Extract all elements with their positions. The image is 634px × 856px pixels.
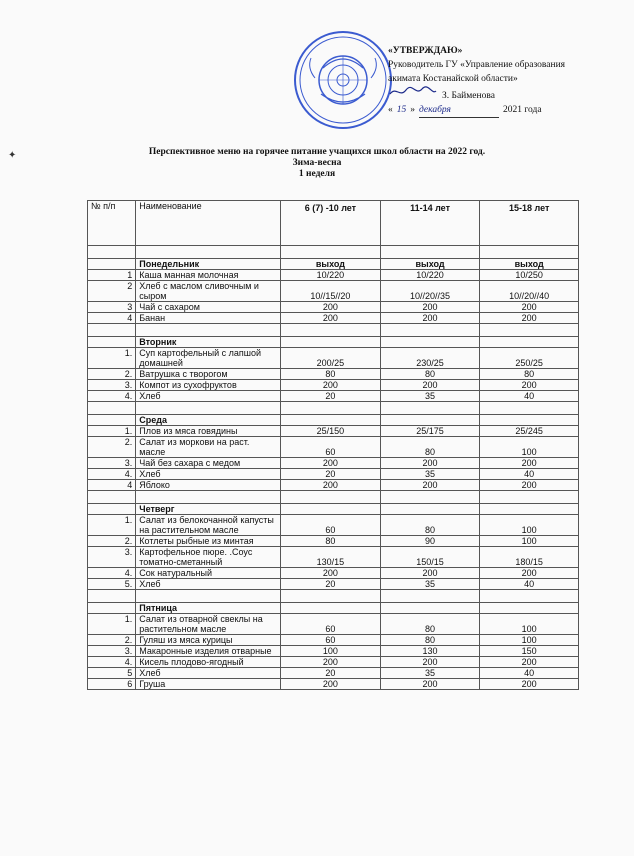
- item-num: 3: [88, 302, 136, 313]
- item-portion-6-10: 20: [281, 469, 381, 480]
- table-header-row: [88, 201, 579, 246]
- item-portion-15-18: 100: [480, 515, 579, 536]
- item-name: Картофельное пюре. .Соус томатно-сметанный: [136, 547, 281, 568]
- item-portion-11-14: 80: [380, 369, 480, 380]
- item-name: Плов из мяса говядины: [136, 426, 281, 437]
- menu-week: 1 неделя: [298, 169, 336, 179]
- item-portion-15-18: 200: [480, 657, 579, 668]
- item-num: 5.: [88, 579, 136, 590]
- spacer-cell: [88, 590, 136, 603]
- item-portion-15-18: 100: [480, 614, 579, 635]
- item-portion-11-14: 200: [380, 380, 480, 391]
- item-num: 3.: [88, 380, 136, 391]
- item-portion-6-10: 10/220: [281, 270, 381, 281]
- spacer-cell: [88, 324, 136, 337]
- item-portion-11-14: 200: [380, 458, 480, 469]
- item-portion-6-10: 80: [281, 536, 381, 547]
- day-output-15-18: [480, 415, 579, 426]
- item-portion-11-14: 80: [380, 635, 480, 646]
- item-portion-11-14: 150/15: [380, 547, 480, 568]
- day-name: Вторник: [136, 337, 281, 348]
- item-name: Яблоко: [136, 480, 281, 491]
- item-name: Хлеб: [136, 579, 281, 590]
- table-row: [88, 458, 579, 469]
- day-row: [88, 504, 579, 515]
- item-num: 2.: [88, 635, 136, 646]
- day-output-11-14: [380, 337, 480, 348]
- spacer-cell: [480, 491, 579, 504]
- table-row: [88, 313, 579, 324]
- spacer-cell: [136, 402, 281, 415]
- item-portion-11-14: 35: [380, 469, 480, 480]
- table-row: [88, 348, 579, 369]
- item-num: 3.: [88, 458, 136, 469]
- spacer-cell: [281, 246, 381, 259]
- item-portion-6-10: 200: [281, 657, 381, 668]
- table-row: [88, 281, 579, 302]
- item-portion-6-10: 25/150: [281, 426, 381, 437]
- item-portion-11-14: 200: [380, 302, 480, 313]
- item-portion-11-14: 200: [380, 657, 480, 668]
- spacer-row: [88, 246, 579, 259]
- day-name: Среда: [136, 415, 281, 426]
- table-row: [88, 426, 579, 437]
- item-num: 4: [88, 480, 136, 491]
- item-num: 3.: [88, 547, 136, 568]
- approval-line2: акимата Костанайской области»: [388, 74, 518, 84]
- item-name: Ватрушка с творогом: [136, 369, 281, 380]
- item-portion-11-14: 80: [380, 515, 480, 536]
- item-name: Котлеты рыбные из минтая: [136, 536, 281, 547]
- item-portion-11-14: 130: [380, 646, 480, 657]
- item-portion-6-10: 20: [281, 579, 381, 590]
- item-num: 2: [88, 281, 136, 302]
- item-portion-6-10: 200: [281, 458, 381, 469]
- day-output-6-10: [281, 603, 381, 614]
- item-num: 6: [88, 679, 136, 690]
- item-portion-6-10: 100: [281, 646, 381, 657]
- item-portion-15-18: 200: [480, 380, 579, 391]
- spacer-cell: [480, 590, 579, 603]
- table-row: [88, 579, 579, 590]
- approval-block: [388, 44, 628, 118]
- item-portion-11-14: 25/175: [380, 426, 480, 437]
- spacer-row: [88, 491, 579, 504]
- approval-date: [388, 103, 628, 118]
- item-name: Хлеб: [136, 391, 281, 402]
- spacer-row: [88, 324, 579, 337]
- item-name: Хлеб с маслом сливочным и сыром: [136, 281, 281, 302]
- day-num-cell: [88, 337, 136, 348]
- item-portion-6-10: 60: [281, 614, 381, 635]
- item-name: Кисель плодово-ягодный: [136, 657, 281, 668]
- item-name: Груша: [136, 679, 281, 690]
- spacer-cell: [281, 324, 381, 337]
- spacer-cell: [136, 491, 281, 504]
- scan-mark: ✦: [8, 150, 17, 161]
- item-num: 2.: [88, 369, 136, 380]
- item-portion-11-14: 200: [380, 679, 480, 690]
- date-open: «: [388, 105, 393, 115]
- item-num: 1.: [88, 426, 136, 437]
- spacer-row: [88, 402, 579, 415]
- item-portion-15-18: 10/250: [480, 270, 579, 281]
- item-portion-6-10: 80: [281, 369, 381, 380]
- table-row: [88, 270, 579, 281]
- menu-season: Зима-весна: [292, 158, 342, 168]
- table-row: [88, 369, 579, 380]
- item-num: 4.: [88, 469, 136, 480]
- item-portion-11-14: 35: [380, 668, 480, 679]
- day-row: [88, 259, 579, 270]
- day-output-11-14: выход: [380, 259, 480, 270]
- item-portion-11-14: 35: [380, 579, 480, 590]
- item-portion-15-18: 200: [480, 679, 579, 690]
- item-name: Хлеб: [136, 668, 281, 679]
- item-name: Чай без сахара с медом: [136, 458, 281, 469]
- item-name: Каша манная молочная: [136, 270, 281, 281]
- item-name: Чай с сахаром: [136, 302, 281, 313]
- spacer-cell: [281, 402, 381, 415]
- item-portion-15-18: 200: [480, 313, 579, 324]
- signature: [388, 86, 438, 98]
- item-name: Салат из отварной свеклы на растительном масле: [136, 614, 281, 635]
- item-num: 1.: [88, 515, 136, 536]
- item-portion-15-18: 40: [480, 391, 579, 402]
- item-name: Салат из моркови на раст. масле: [136, 437, 281, 458]
- menu-table: [87, 200, 579, 690]
- day-output-11-14: [380, 504, 480, 515]
- item-num: 3.: [88, 646, 136, 657]
- item-name: Суп картофельный с лапшой домашней: [136, 348, 281, 369]
- spacer-cell: [380, 491, 480, 504]
- item-portion-15-18: 200: [480, 302, 579, 313]
- item-portion-6-10: 200: [281, 480, 381, 491]
- item-portion-6-10: 200: [281, 313, 381, 324]
- day-output-15-18: [480, 603, 579, 614]
- approval-title: «УТВЕРЖДАЮ»: [388, 46, 463, 56]
- item-portion-6-10: 200: [281, 302, 381, 313]
- spacer-cell: [281, 491, 381, 504]
- approval-signer: З. Байменова: [442, 91, 495, 101]
- day-output-15-18: выход: [480, 259, 579, 270]
- day-row: [88, 415, 579, 426]
- table-row: [88, 568, 579, 579]
- day-num-cell: [88, 504, 136, 515]
- date-day: 15: [396, 105, 407, 115]
- day-name: Понедельник: [136, 259, 281, 270]
- item-portion-15-18: 100: [480, 635, 579, 646]
- table-row: [88, 515, 579, 536]
- item-portion-11-14: 35: [380, 391, 480, 402]
- item-num: 1: [88, 270, 136, 281]
- item-portion-11-14: 10//20//35: [380, 281, 480, 302]
- spacer-cell: [88, 246, 136, 259]
- table-row: [88, 536, 579, 547]
- date-year: 2021 года: [503, 105, 542, 115]
- item-portion-15-18: 200: [480, 568, 579, 579]
- item-name: Сок натуральный: [136, 568, 281, 579]
- item-portion-15-18: 40: [480, 469, 579, 480]
- item-portion-6-10: 200/25: [281, 348, 381, 369]
- day-name: Пятница: [136, 603, 281, 614]
- header-age-11-14: 11-14 лет: [380, 201, 480, 246]
- item-portion-15-18: 80: [480, 369, 579, 380]
- table-row: [88, 668, 579, 679]
- item-portion-6-10: 20: [281, 668, 381, 679]
- table-row: [88, 679, 579, 690]
- item-portion-15-18: 150: [480, 646, 579, 657]
- spacer-cell: [480, 402, 579, 415]
- item-portion-6-10: 60: [281, 515, 381, 536]
- spacer-cell: [380, 324, 480, 337]
- item-portion-11-14: 200: [380, 568, 480, 579]
- item-name: Салат из белокочанной капусты на растительном масле: [136, 515, 281, 536]
- item-num: 1.: [88, 348, 136, 369]
- table-row: [88, 480, 579, 491]
- item-num: 1.: [88, 614, 136, 635]
- table-row: [88, 391, 579, 402]
- item-name: Гуляш из мяса курицы: [136, 635, 281, 646]
- spacer-cell: [480, 324, 579, 337]
- day-num-cell: [88, 259, 136, 270]
- day-row: [88, 337, 579, 348]
- item-portion-11-14: 200: [380, 313, 480, 324]
- table-row: [88, 657, 579, 668]
- menu-title: Перспективное меню на горячее питание учащихся школ области на 2022 год.: [148, 147, 486, 157]
- item-num: 4.: [88, 568, 136, 579]
- item-portion-11-14: 230/25: [380, 348, 480, 369]
- day-num-cell: [88, 603, 136, 614]
- day-name: Четверг: [136, 504, 281, 515]
- table-row: [88, 437, 579, 458]
- spacer-cell: [136, 590, 281, 603]
- spacer-cell: [88, 491, 136, 504]
- item-num: 4.: [88, 391, 136, 402]
- day-num-cell: [88, 415, 136, 426]
- item-num: 4.: [88, 657, 136, 668]
- item-name: Макаронные изделия отварные: [136, 646, 281, 657]
- day-row: [88, 603, 579, 614]
- item-portion-11-14: 90: [380, 536, 480, 547]
- item-name: Компот из сухофруктов: [136, 380, 281, 391]
- item-portion-15-18: 40: [480, 668, 579, 679]
- day-output-15-18: [480, 337, 579, 348]
- table-row: [88, 302, 579, 313]
- item-portion-6-10: 10//15//20: [281, 281, 381, 302]
- item-portion-15-18: 180/15: [480, 547, 579, 568]
- item-num: 2.: [88, 437, 136, 458]
- item-name: Хлеб: [136, 469, 281, 480]
- official-seal: [293, 30, 393, 130]
- item-portion-15-18: 250/25: [480, 348, 579, 369]
- approval-line1: Руководитель ГУ «Управление образования: [388, 60, 566, 70]
- item-portion-15-18: 200: [480, 480, 579, 491]
- item-portion-6-10: 200: [281, 568, 381, 579]
- item-portion-15-18: 25/245: [480, 426, 579, 437]
- day-output-11-14: [380, 415, 480, 426]
- table-row: [88, 547, 579, 568]
- spacer-cell: [380, 246, 480, 259]
- date-close: »: [410, 105, 415, 115]
- table-row: [88, 380, 579, 391]
- item-num: 2.: [88, 536, 136, 547]
- item-portion-6-10: 200: [281, 380, 381, 391]
- item-name: Банан: [136, 313, 281, 324]
- header-age-15-18: 15-18 лет: [480, 201, 579, 246]
- day-output-6-10: выход: [281, 259, 381, 270]
- day-output-6-10: [281, 415, 381, 426]
- item-num: 5: [88, 668, 136, 679]
- item-portion-15-18: 10//20//40: [480, 281, 579, 302]
- table-row: [88, 635, 579, 646]
- header-num: № п/п: [88, 201, 136, 246]
- item-portion-15-18: 200: [480, 458, 579, 469]
- day-output-15-18: [480, 504, 579, 515]
- spacer-cell: [380, 402, 480, 415]
- item-portion-6-10: 130/15: [281, 547, 381, 568]
- day-output-6-10: [281, 504, 381, 515]
- date-month: декабря: [419, 103, 499, 118]
- item-portion-15-18: 100: [480, 437, 579, 458]
- item-portion-11-14: 80: [380, 437, 480, 458]
- spacer-cell: [480, 246, 579, 259]
- spacer-cell: [88, 402, 136, 415]
- item-portion-15-18: 40: [480, 579, 579, 590]
- item-portion-6-10: 60: [281, 635, 381, 646]
- header-name: Наименование: [136, 201, 281, 246]
- item-portion-11-14: 200: [380, 480, 480, 491]
- table-row: [88, 614, 579, 635]
- item-portion-11-14: 80: [380, 614, 480, 635]
- item-portion-6-10: 20: [281, 391, 381, 402]
- spacer-cell: [380, 590, 480, 603]
- item-portion-6-10: 60: [281, 437, 381, 458]
- item-portion-11-14: 10/220: [380, 270, 480, 281]
- spacer-row: [88, 590, 579, 603]
- item-portion-15-18: 100: [480, 536, 579, 547]
- table-row: [88, 646, 579, 657]
- item-portion-6-10: 200: [281, 679, 381, 690]
- spacer-cell: [136, 246, 281, 259]
- day-output-6-10: [281, 337, 381, 348]
- table-row: [88, 469, 579, 480]
- spacer-cell: [136, 324, 281, 337]
- item-num: 4: [88, 313, 136, 324]
- spacer-cell: [281, 590, 381, 603]
- header-age-6-10: 6 (7) -10 лет: [281, 201, 381, 246]
- day-output-11-14: [380, 603, 480, 614]
- approval-signature-line: [388, 86, 628, 103]
